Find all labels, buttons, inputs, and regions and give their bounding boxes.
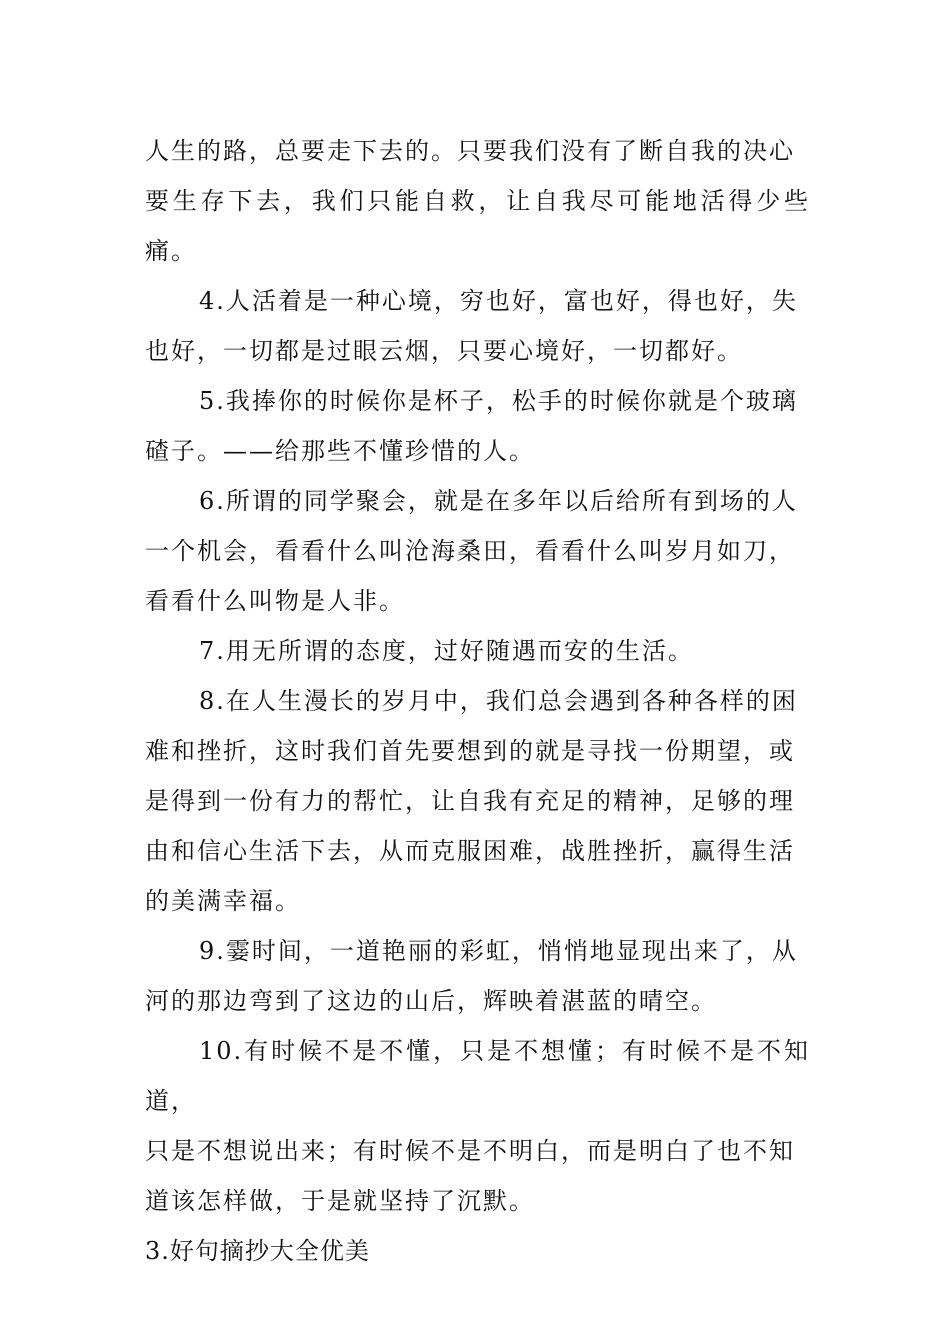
- paragraph-line: 也好，一切都是过眼云烟，只要心境好，一切都好。: [145, 337, 743, 365]
- paragraph-quote-5: [145, 376, 810, 476]
- paragraph-line: 难和挫折，这时我们首先要想到的就是寻找一份期望，或: [145, 737, 795, 765]
- paragraph-line: 碴子。——给那些不懂珍惜的人。: [145, 437, 535, 465]
- section-heading: 3.好句摘抄大全优美: [145, 1237, 370, 1265]
- paragraph-line: 人生的路，总要走下去的。只要我们没有了断自我的决心: [145, 137, 795, 165]
- paragraph-line: 由和信心生活下去，从而克服困难，战胜挫折，赢得生活: [145, 837, 795, 865]
- paragraph-line: 的美满幸福。: [145, 887, 301, 915]
- paragraph-line: 9.霎时间，一道艳丽的彩虹，悄悄地显现出来了，从: [199, 937, 798, 965]
- paragraph-line: 8.在人生漫长的岁月中，我们总会遇到各种各样的困: [199, 687, 798, 715]
- paragraph-quote-8: [145, 676, 810, 926]
- paragraph-line: 7.用无所谓的态度，过好随遇而安的生活。: [199, 637, 694, 665]
- paragraph-line: 河的那边弯到了这边的山后，辉映着湛蓝的晴空。: [145, 987, 717, 1015]
- paragraph-line: 是得到一份有力的帮忙，让自我有充足的精神，足够的理: [145, 787, 795, 815]
- paragraph-line: 一个机会，看看什么叫沧海桑田，看看什么叫岁月如刀，: [145, 537, 795, 565]
- paragraph-line: 道该怎样做，于是就坚持了沉默。: [145, 1187, 535, 1215]
- paragraph-quote-4: [145, 276, 810, 376]
- paragraph-line: 4.人活着是一种心境，穷也好，富也好，得也好，失: [199, 287, 798, 315]
- paragraph-line: 只是不想说出来；有时候不是不明白，而是明白了也不知: [145, 1137, 795, 1165]
- paragraph-quote-7: [145, 626, 810, 676]
- paragraph-quote-10: [145, 1026, 810, 1226]
- paragraph-line: 10.有时候不是不懂，只是不想懂；有时候不是不知道，: [145, 1037, 810, 1115]
- paragraph-quote-9: [145, 926, 810, 1026]
- paragraph-line: 看看什么叫物是人非。: [145, 587, 405, 615]
- paragraph-line: 要生存下去，我们只能自救，让自我尽可能地活得少些痛。: [145, 187, 810, 265]
- paragraph-line: 6.所谓的同学聚会，就是在多年以后给所有到场的人: [199, 487, 798, 515]
- document-body: [145, 126, 810, 1276]
- paragraph-line: 5.我捧你的时候你是杯子，松手的时候你就是个玻璃: [199, 387, 798, 415]
- paragraph-quote-6: [145, 476, 810, 626]
- paragraph-1: [145, 126, 810, 276]
